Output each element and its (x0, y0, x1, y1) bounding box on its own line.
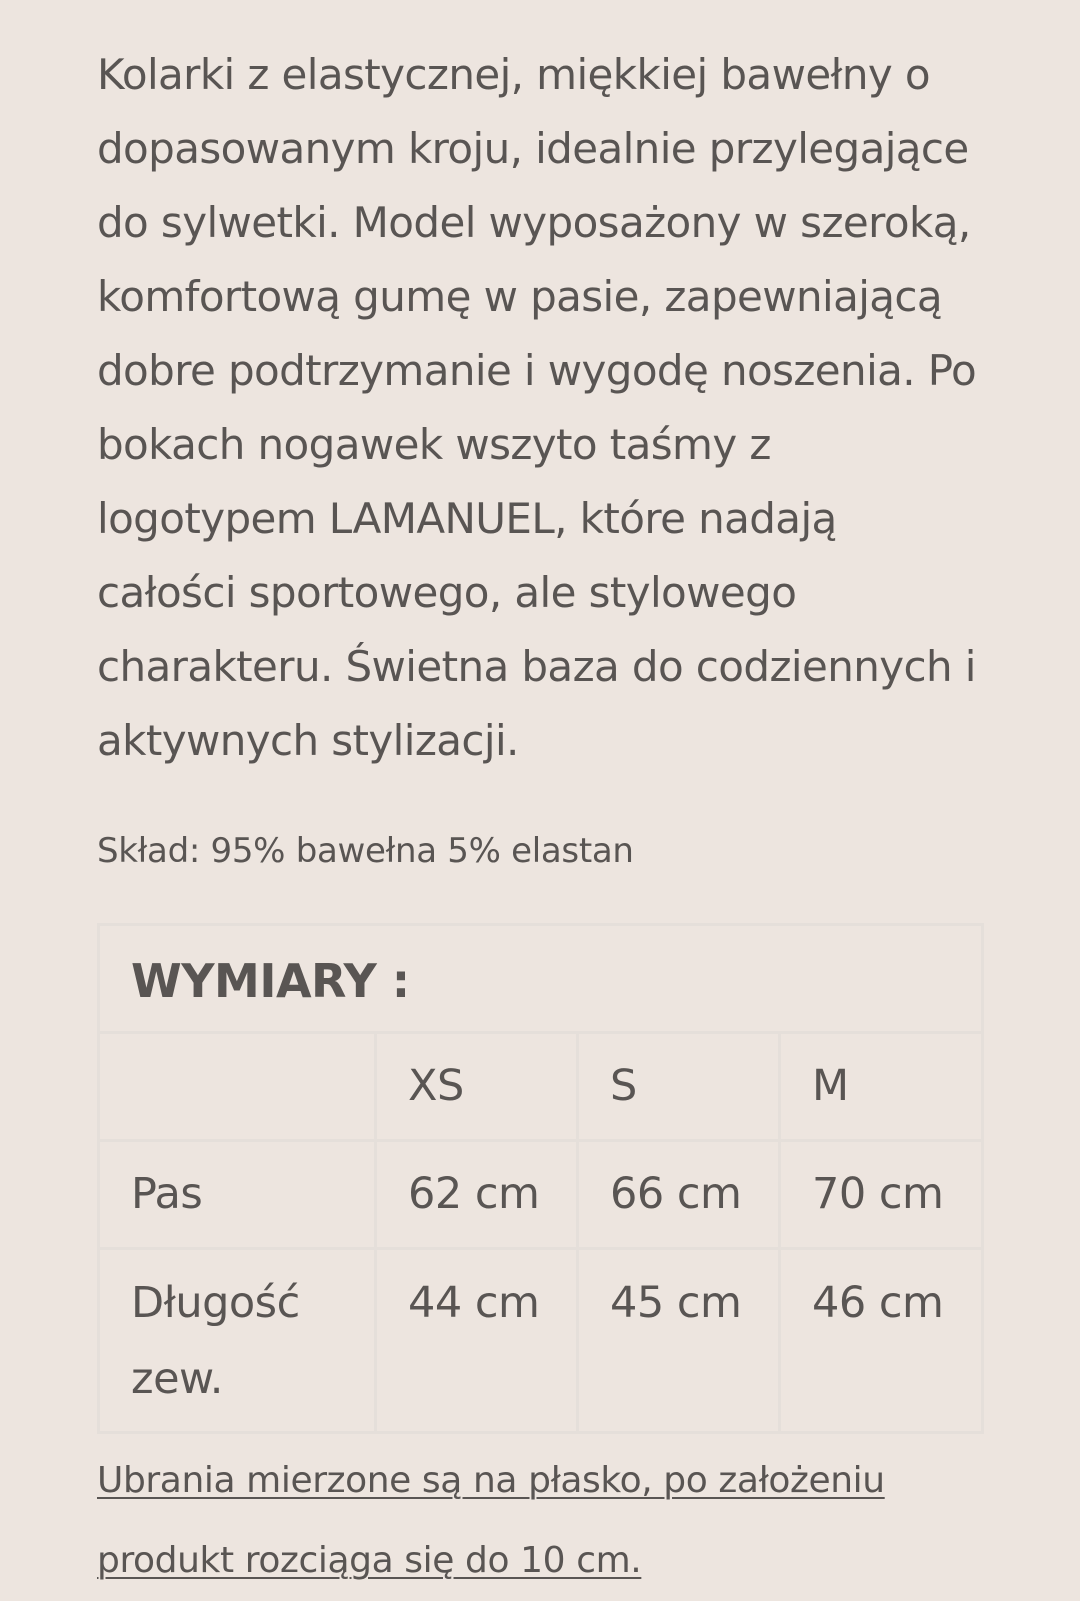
table-cell: 66 cm (578, 1141, 780, 1249)
row-label-length: Długość zew. (99, 1249, 376, 1433)
measurement-note-link[interactable]: Ubrania mierzone są na płasko, po założeniu produkt rozciąga się do 10 cm. (97, 1460, 885, 1581)
measurement-note (97, 1441, 997, 1601)
table-cell: 70 cm (780, 1141, 983, 1249)
size-header-s: S (578, 1033, 780, 1141)
table-cell: 45 cm (578, 1249, 780, 1433)
table-row (99, 1249, 983, 1433)
size-header-empty (99, 1033, 376, 1141)
product-description-section (97, 38, 997, 874)
size-header-xs: XS (376, 1033, 578, 1141)
size-table (97, 923, 984, 1434)
table-row (99, 1141, 983, 1249)
table-cell: 46 cm (780, 1249, 983, 1433)
size-header-row (99, 1033, 983, 1141)
size-table-title: WYMIARY : (99, 925, 983, 1033)
size-header-m: M (780, 1033, 983, 1141)
table-cell: 62 cm (376, 1141, 578, 1249)
size-table-title-row (99, 925, 983, 1033)
product-description: Kolarki z elastycznej, miękkiej bawełny o dopasowanym kroju, idealnie przylegające do sylwetki. Model wyposażony w szeroką, komfortową gumę w pasie, zapewniającą dobre podtrzymanie i wygodę noszenia. Po bokach nogawek wszyto taśmy z logotypem LAMANUEL, które nadają całości sportowego, ale stylowego charakteru. Świetna baza do codziennych i aktywnych stylizacji. (97, 50, 977, 765)
composition-text: Skład: 95% bawełna 5% elastan (97, 831, 634, 871)
row-label-waist: Pas (99, 1141, 376, 1249)
table-cell: 44 cm (376, 1249, 578, 1433)
